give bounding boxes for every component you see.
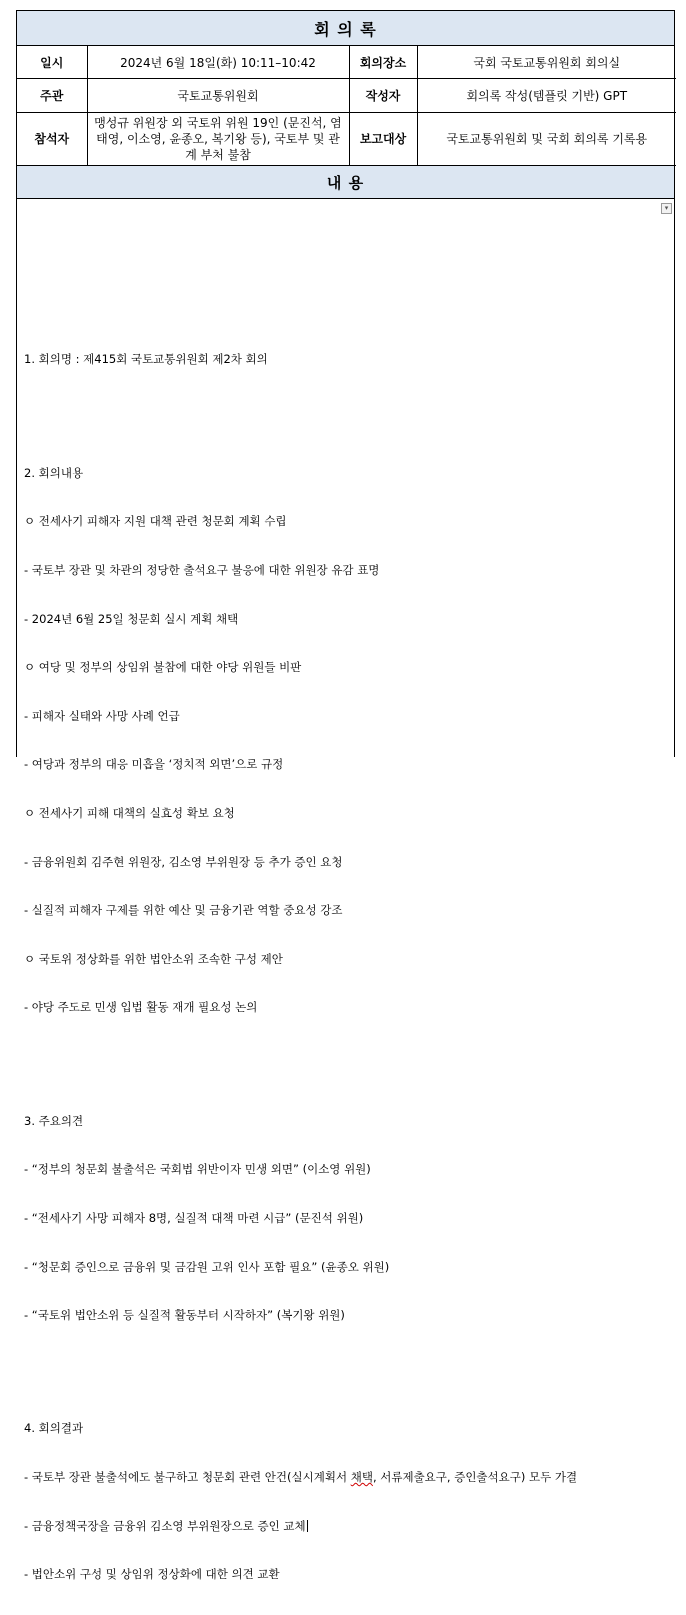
agenda-line: - 실질적 피해자 구제를 위한 예산 및 금융기관 역할 중요성 강조	[24, 903, 343, 918]
result-line: - 법안소위 구성 및 상임위 정상화에 대한 의견 교환	[24, 1567, 280, 1582]
info-row-host	[17, 79, 676, 113]
spellcheck-word[interactable]: 채택	[350, 1470, 373, 1485]
attendee-label: 참석자	[17, 113, 87, 166]
document-title: 회 의 록	[17, 11, 674, 46]
agenda-line: - 금융위원회 김주현 위원장, 김소영 부위원장 등 추가 증인 요청	[24, 854, 343, 869]
host-value[interactable]: 국토교통위원회	[87, 79, 349, 113]
agenda-line: - 국토부 장관 및 차관의 정당한 출석요구 불응에 대한 위원장 유감 표명	[24, 562, 380, 577]
writer-label: 작성자	[349, 79, 417, 113]
host-label: 주관	[17, 79, 87, 113]
result-line-text: , 서류제출요구, 증인출석요구) 모두 가결	[372, 1470, 578, 1485]
place-value[interactable]: 국회 국토교통위원회 회의실	[417, 46, 676, 79]
result-heading: 4. 회의결과	[24, 1421, 84, 1436]
agenda-line: - 2024년 6월 25일 청문회 실시 계획 채택	[24, 611, 239, 626]
report-label: 보고대상	[349, 113, 417, 166]
meeting-minutes-document	[16, 10, 675, 1582]
agenda-line: - 여당과 정부의 대응 미흡을 ‘정치적 외면’으로 규정	[24, 757, 284, 772]
agenda-heading: 2. 회의내용	[24, 465, 84, 480]
opinion-line: - “청문회 증인으로 금융위 및 금감원 고위 인사 포함 필요” (윤종오 위원)	[24, 1259, 390, 1274]
agenda-line: ㅇ 여당 및 정부의 상임위 불참에 대한 야당 위원들 비판	[24, 660, 302, 675]
attendee-value[interactable]: 맹성규 위원장 외 국토위 위원 19인 (문진석, 염태영, 이소영, 윤종오, 복기왕 등), 국토부 및 관계 부처 불참	[87, 113, 349, 166]
info-row-attendees	[17, 113, 676, 166]
info-table	[17, 46, 676, 166]
writer-value[interactable]: 회의록 작성(템플릿 기반) GPT	[417, 79, 676, 113]
opinion-line: - “전세사기 사망 피해자 8명, 실질적 대책 마련 시급” (문진석 위원)	[24, 1210, 364, 1225]
agenda-line: - 야당 주도로 민생 입법 활동 재개 필요성 논의	[24, 1000, 258, 1015]
agenda-line: ㅇ 전세사기 피해자 지원 대책 관련 청문회 계획 수립	[24, 514, 287, 529]
meeting-name-line: 1. 회의명 : 제415회 국토교통위원회 제2차 회의	[24, 352, 268, 367]
agenda-line: ㅇ 전세사기 피해 대책의 실효성 확보 요청	[24, 805, 235, 820]
date-value[interactable]: 2024년 6월 18일(화) 10:11–10:42	[87, 46, 349, 79]
content-body[interactable]	[24, 319, 577, 1615]
date-label: 일시	[17, 46, 87, 79]
text-cursor	[307, 1520, 308, 1532]
agenda-line: ㅇ 국토위 정상화를 위한 법안소위 조속한 구성 제안	[24, 951, 283, 966]
report-value[interactable]: 국토교통위원회 및 국회 회의록 기록용	[417, 113, 676, 166]
info-row-date	[17, 46, 676, 79]
result-line	[24, 1469, 577, 1485]
agenda-line: - 피해자 실태와 사망 사례 언급	[24, 708, 180, 723]
result-line-text: - 금융정책국장을 금융위 김소영 부위원장으로 증인 교체	[24, 1518, 306, 1533]
place-label: 회의장소	[349, 46, 417, 79]
opinion-heading: 3. 주요의견	[24, 1113, 84, 1128]
dropdown-arrow-icon[interactable]: ▾	[661, 203, 672, 214]
opinion-line: - “국토위 법안소위 등 실질적 활동부터 시작하자” (복기왕 위원)	[24, 1308, 345, 1323]
result-line	[24, 1518, 577, 1534]
opinion-line: - “정부의 청문회 불출석은 국회법 위반이자 민생 외면” (이소영 위원)	[24, 1162, 371, 1177]
result-line-text: - 국토부 장관 불출석에도 불구하고 청문회 관련 안건(실시계획서	[24, 1470, 351, 1485]
content-area[interactable]	[17, 199, 674, 1582]
content-section-title: 내 용	[17, 166, 674, 199]
